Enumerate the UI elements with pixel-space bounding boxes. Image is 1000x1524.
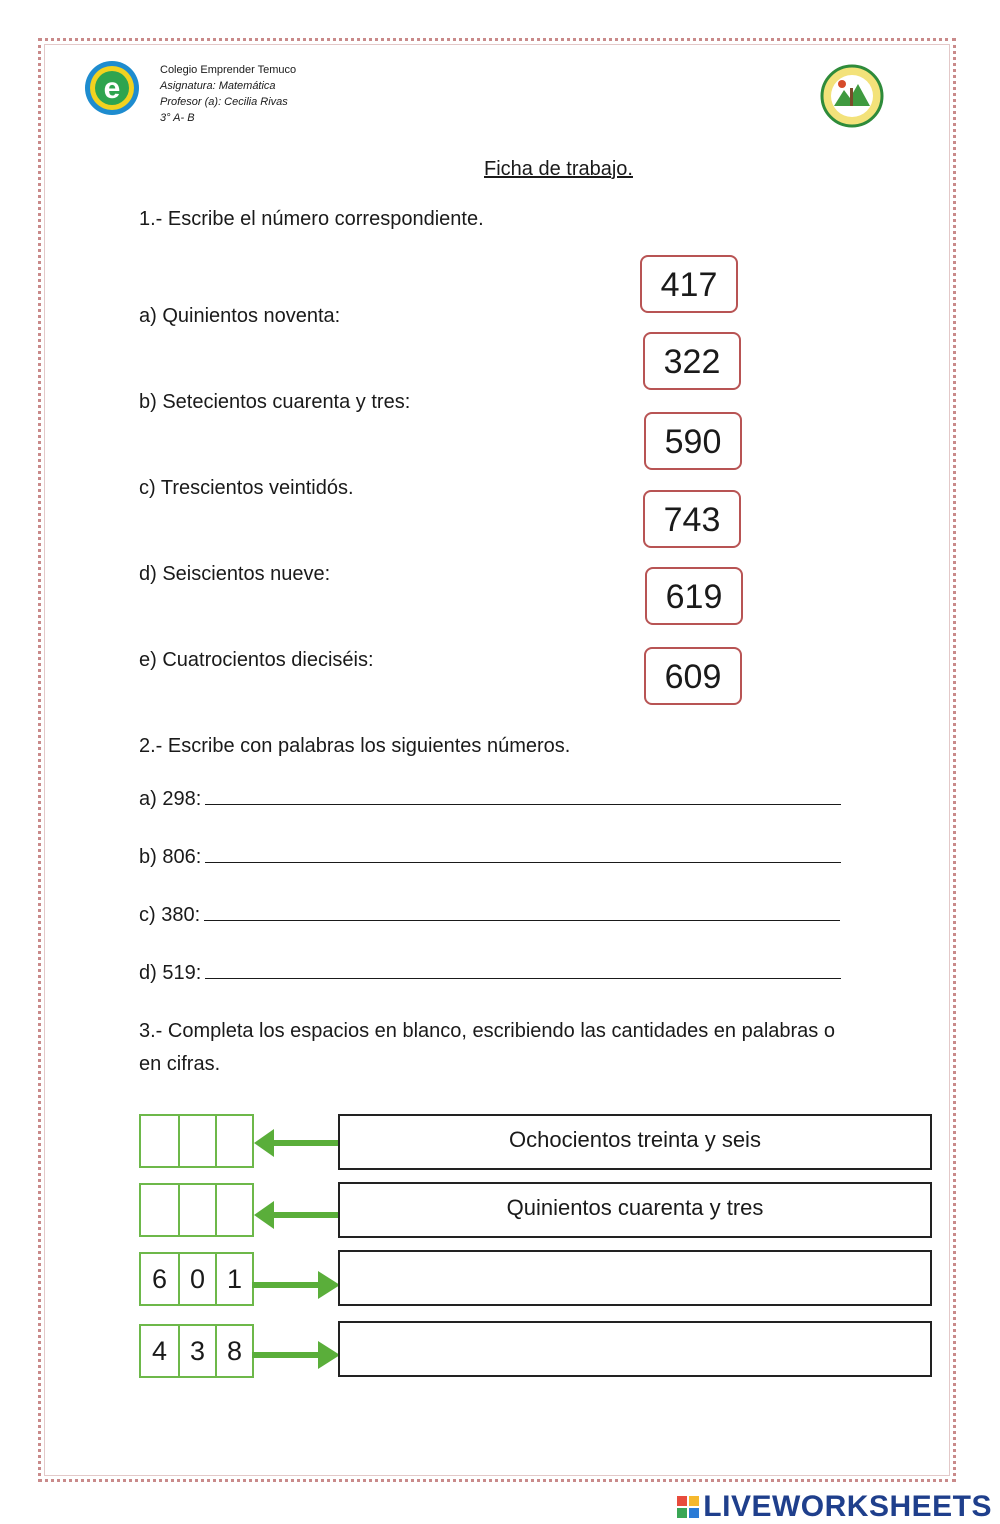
institution-seal [820, 64, 884, 128]
section1-item-e: e) Cuatrocientos dieciséis: [139, 649, 374, 671]
section3-instruction-line2: en cifras. [139, 1053, 221, 1075]
digit-cell: 3 [178, 1326, 215, 1376]
section2-row-c [139, 900, 840, 927]
digit-cell[interactable] [178, 1185, 215, 1235]
school-name: Colegio Emprender Temuco [160, 64, 297, 76]
school-logo [84, 60, 140, 116]
digit-cell: 0 [178, 1254, 215, 1304]
section2-label-d: d) 519: [139, 962, 202, 984]
section3-instruction-line1: 3.- Completa los espacios en blanco, escribiendo las cantidades en palabras o [139, 1020, 835, 1042]
words-box-2[interactable]: Quinientos cuarenta y tres [338, 1182, 932, 1238]
answer-option-5[interactable]: 619 [645, 567, 743, 625]
section2-answer-line-b[interactable] [205, 842, 841, 863]
section2-row-d [139, 958, 841, 985]
section2-row-a [139, 784, 841, 811]
digit-cell[interactable] [141, 1116, 178, 1166]
section2-answer-line-c[interactable] [204, 900, 840, 921]
answer-option-2[interactable]: 322 [643, 332, 741, 390]
digit-group-1 [139, 1114, 254, 1168]
arrow-right-icon [252, 1337, 342, 1373]
digit-group-2 [139, 1183, 254, 1237]
digit-cell[interactable] [215, 1116, 252, 1166]
arrow-left-icon [252, 1125, 340, 1161]
section3-instruction [139, 1015, 879, 1081]
section2-answer-line-d[interactable] [205, 958, 841, 979]
arrow-right-icon [252, 1267, 342, 1303]
words-box-4[interactable] [338, 1321, 932, 1377]
liveworksheets-mark-icon [677, 1496, 699, 1518]
subject: Asignatura: Matemática [160, 80, 276, 92]
digit-cell: 8 [215, 1326, 252, 1376]
arrow-left-icon [252, 1197, 340, 1233]
section2-label-b: b) 806: [139, 846, 202, 868]
page-title: Ficha de trabajo. [484, 158, 633, 180]
digit-group-3 [139, 1252, 254, 1306]
teacher: Profesor (a): Cecilia Rivas [160, 96, 288, 108]
grade: 3° A- B [160, 112, 195, 124]
digit-group-4 [139, 1324, 254, 1378]
section1-item-b: b) Setecientos cuarenta y tres: [139, 391, 411, 413]
answer-option-4[interactable]: 743 [643, 490, 741, 548]
section1-item-a: a) Quinientos noventa: [139, 305, 341, 327]
section2-answer-line-a[interactable] [205, 784, 841, 805]
words-box-3[interactable] [338, 1250, 932, 1306]
answer-option-6[interactable]: 609 [644, 647, 742, 705]
svg-text:e: e [103, 72, 121, 105]
section2-instruction: 2.- Escribe con palabras los siguientes números. [139, 735, 571, 757]
section2-row-b [139, 842, 841, 869]
answer-option-1[interactable]: 417 [640, 255, 738, 313]
digit-cell[interactable] [178, 1116, 215, 1166]
liveworksheets-text: LIVEWORKSHEETS [703, 1490, 992, 1523]
section2-label-a: a) 298: [139, 788, 202, 810]
digit-cell: 6 [151, 1264, 168, 1294]
header-info [160, 62, 296, 126]
liveworksheets-logo[interactable] [677, 1490, 992, 1524]
section1-instruction: 1.- Escribe el número correspondiente. [139, 208, 484, 230]
section1-item-d: d) Seiscientos nueve: [139, 563, 331, 585]
digit-cell: 1 [215, 1254, 252, 1304]
section2-label-c: c) 380: [139, 904, 201, 926]
section1-item-c: c) Trescientos veintidós. [139, 477, 354, 499]
answer-option-3[interactable]: 590 [644, 412, 742, 470]
digit-cell: 4 [151, 1336, 168, 1366]
digit-cell[interactable] [215, 1185, 252, 1235]
digit-cell[interactable] [141, 1185, 178, 1235]
words-box-1[interactable]: Ochocientos treinta y seis [338, 1114, 932, 1170]
